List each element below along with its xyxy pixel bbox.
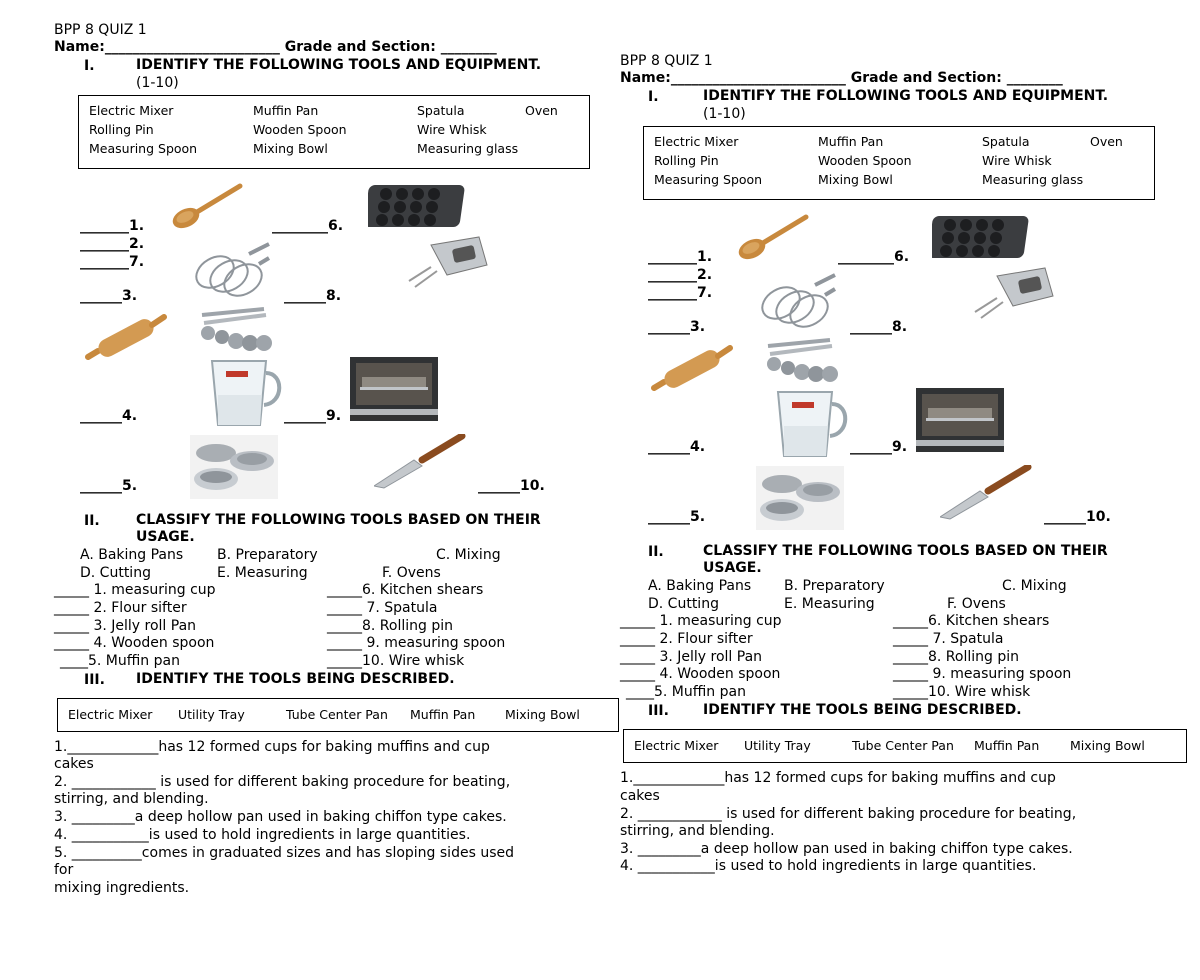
describe-line: stirring, and blending. — [54, 791, 209, 807]
describe-line: cakes — [54, 756, 94, 772]
choice: Wooden Spoon — [818, 153, 912, 168]
category-b: B. Preparatory — [784, 578, 885, 594]
classify-item[interactable]: _____6. Kitchen shears — [327, 582, 484, 598]
quiz-title: BPP 8 QUIZ 1 — [620, 53, 713, 69]
choice: Muffin Pan — [410, 707, 476, 722]
quiz-page-right — [620, 53, 1190, 980]
part1-roman: I. — [648, 89, 659, 105]
measuring-spoons-picture — [192, 307, 272, 353]
answer-blank-5[interactable]: ______5. — [648, 509, 706, 525]
classify-item[interactable]: _____ 2. Flour sifter — [54, 600, 187, 616]
category-f: F. Ovens — [382, 565, 441, 581]
choice: Wire Whisk — [417, 122, 487, 137]
answer-blank-9[interactable]: ______9. — [850, 439, 908, 455]
choice: Utility Tray — [178, 707, 245, 722]
describe-line[interactable]: 1._____________has 12 formed cups for baking muffins and cup — [620, 770, 1056, 786]
electric-mixer-picture — [967, 266, 1057, 322]
measuring-spoons-picture — [758, 338, 838, 384]
choice: Mixing Bowl — [818, 172, 893, 187]
part2-title-line2: USAGE. — [703, 560, 762, 576]
part1-roman: I. — [84, 58, 95, 74]
choice: Utility Tray — [744, 738, 811, 753]
name-grade-row — [620, 70, 1063, 87]
part1-title: IDENTIFY THE FOLLOWING TOOLS AND EQUIPMENT. — [136, 57, 542, 73]
choice: Measuring glass — [982, 172, 1084, 187]
answer-blank-1[interactable]: _______1. — [648, 249, 713, 265]
wooden-spoon-picture — [730, 213, 810, 263]
choice: Rolling Pin — [89, 122, 154, 137]
describe-line[interactable]: 2. ____________ is used for different baking procedure for beating, — [54, 774, 511, 790]
classify-item[interactable]: _____ 1. measuring cup — [54, 582, 216, 598]
choice: Muffin Pan — [974, 738, 1040, 753]
answer-blank-7[interactable]: _______7. — [80, 254, 145, 270]
part3-title: IDENTIFY THE TOOLS BEING DESCRIBED. — [703, 702, 1022, 718]
choice: Oven — [525, 103, 558, 118]
spatula-picture — [940, 465, 1032, 523]
answer-blank-6[interactable]: ________6. — [838, 249, 910, 265]
classify-item[interactable]: _____10. Wire whisk — [327, 653, 465, 669]
describe-line[interactable]: 1._____________has 12 formed cups for baking muffins and cup — [54, 739, 490, 755]
measuring-glass-picture — [192, 355, 284, 429]
wire-whisk-picture — [755, 273, 839, 333]
category-d: D. Cutting — [80, 565, 151, 581]
choice: Measuring glass — [417, 141, 519, 156]
part3-roman: III. — [84, 672, 105, 688]
answer-blank-8[interactable]: ______8. — [284, 288, 342, 304]
part2-title-line1: CLASSIFY THE FOLLOWING TOOLS BASED ON THEIR — [703, 543, 1108, 559]
classify-item[interactable]: _____ 3. Jelly roll Pan — [620, 649, 763, 665]
classify-item[interactable]: _____ 7. Spatula — [327, 600, 438, 616]
describe-line: for — [54, 862, 74, 878]
describe-line: cakes — [620, 788, 660, 804]
classify-item[interactable]: _____8. Rolling pin — [327, 618, 453, 634]
classify-item[interactable]: _____6. Kitchen shears — [893, 613, 1050, 629]
rolling-pin-picture — [648, 338, 736, 394]
describe-line: stirring, and blending. — [620, 823, 775, 839]
part2-roman: II. — [84, 513, 100, 529]
answer-blank-8[interactable]: ______8. — [850, 319, 908, 335]
part3-roman: III. — [648, 703, 669, 719]
grade-label: Grade and Section: — [284, 39, 436, 55]
classify-item[interactable]: _____ 1. measuring cup — [620, 613, 782, 629]
quiz-title: BPP 8 QUIZ 1 — [54, 22, 147, 38]
answer-blank-3[interactable]: ______3. — [648, 319, 706, 335]
name-label: Name: — [620, 70, 671, 86]
part1-choices-box — [78, 95, 590, 169]
grade-line[interactable]: ________ — [1006, 70, 1063, 86]
answer-blank-10[interactable]: ______10. — [1044, 509, 1111, 525]
choice: Measuring Spoon — [89, 141, 198, 156]
describe-line[interactable]: 3. _________a deep hollow pan used in baking chiffon type cakes. — [620, 841, 1073, 857]
category-a: A. Baking Pans — [80, 547, 184, 563]
category-e: E. Measuring — [217, 565, 308, 581]
quiz-page-left — [54, 22, 624, 949]
part1-range: (1-10) — [703, 106, 746, 122]
grade-line[interactable]: ________ — [440, 39, 497, 55]
choice: Measuring Spoon — [654, 172, 763, 187]
answer-blank-6[interactable]: ________6. — [272, 218, 344, 234]
choice: Electric Mixer — [634, 738, 719, 753]
answer-blank-4[interactable]: ______4. — [648, 439, 706, 455]
choice: Electric Mixer — [89, 103, 174, 118]
electric-mixer-picture — [401, 235, 491, 291]
choice: Electric Mixer — [68, 707, 153, 722]
choice: Electric Mixer — [654, 134, 739, 149]
answer-blank-5[interactable]: ______5. — [80, 478, 138, 494]
part2-title-line1: CLASSIFY THE FOLLOWING TOOLS BASED ON THEIR — [136, 512, 541, 528]
classify-item[interactable]: ____5. Muffin pan — [626, 684, 746, 700]
classify-item[interactable]: _____ 9. measuring spoon — [327, 635, 506, 651]
choice: Wooden Spoon — [253, 122, 347, 137]
answer-blank-2[interactable]: _______2. — [648, 267, 713, 283]
choice: Oven — [1090, 134, 1123, 149]
category-d: D. Cutting — [648, 596, 719, 612]
part1-title: IDENTIFY THE FOLLOWING TOOLS AND EQUIPMENT. — [703, 88, 1109, 104]
describe-line[interactable]: 3. _________a deep hollow pan used in baking chiffon type cakes. — [54, 809, 507, 825]
answer-blank-9[interactable]: ______9. — [284, 408, 342, 424]
category-c: C. Mixing — [436, 547, 501, 563]
part1-range: (1-10) — [136, 75, 179, 91]
choice: Wire Whisk — [982, 153, 1052, 168]
choice: Rolling Pin — [654, 153, 719, 168]
oven-picture — [916, 388, 1004, 452]
choice: Tube Center Pan — [852, 738, 954, 753]
wire-whisk-picture — [189, 242, 273, 302]
category-f: F. Ovens — [947, 596, 1006, 612]
measuring-glass-picture — [758, 386, 850, 460]
category-e: E. Measuring — [784, 596, 875, 612]
category-c: C. Mixing — [1002, 578, 1067, 594]
choice: Mixing Bowl — [505, 707, 580, 722]
choice: Spatula — [417, 103, 465, 118]
classify-item[interactable]: _____ 2. Flour sifter — [620, 631, 753, 647]
muffin-pan-picture — [368, 179, 468, 231]
name-line[interactable]: _________________________ — [670, 70, 846, 86]
grade-label: Grade and Section: — [850, 70, 1002, 86]
describe-line[interactable]: 2. ____________ is used for different baking procedure for beating, — [620, 806, 1077, 822]
classify-item[interactable]: _____ 4. Wooden spoon — [620, 666, 781, 682]
name-label: Name: — [54, 39, 105, 55]
part3-choices-box — [57, 698, 619, 732]
spatula-picture — [374, 434, 466, 492]
category-a: A. Baking Pans — [648, 578, 752, 594]
answer-blank-2[interactable]: _______2. — [80, 236, 145, 252]
classify-item[interactable]: ____5. Muffin pan — [60, 653, 180, 669]
describe-line[interactable]: 4. ___________is used to hold ingredients in large quantities. — [620, 858, 1037, 874]
category-b: B. Preparatory — [217, 547, 318, 563]
describe-line[interactable]: 5. __________comes in graduated sizes and has sloping sides used — [54, 845, 514, 861]
part1-choices-box — [643, 126, 1155, 200]
part2-roman: II. — [648, 544, 664, 560]
classify-item[interactable]: _____ 9. measuring spoon — [893, 666, 1072, 682]
answer-blank-3[interactable]: ______3. — [80, 288, 138, 304]
choice: Spatula — [982, 134, 1030, 149]
rolling-pin-picture — [82, 307, 170, 363]
oven-picture — [350, 357, 438, 421]
mixing-bowls-picture — [190, 435, 278, 499]
classify-item[interactable]: _____ 7. Spatula — [893, 631, 1004, 647]
answer-blank-4[interactable]: ______4. — [80, 408, 138, 424]
choice: Muffin Pan — [818, 134, 884, 149]
answer-blank-7[interactable]: _______7. — [648, 285, 713, 301]
classify-item[interactable]: _____ 3. Jelly roll Pan — [54, 618, 197, 634]
part3-choices-box — [623, 729, 1187, 763]
wooden-spoon-picture — [164, 182, 244, 232]
answer-blank-1[interactable]: _______1. — [80, 218, 145, 234]
muffin-pan-picture — [932, 210, 1032, 262]
choice: Mixing Bowl — [1070, 738, 1145, 753]
mixing-bowls-picture — [756, 466, 844, 530]
part3-title: IDENTIFY THE TOOLS BEING DESCRIBED. — [136, 671, 455, 687]
answer-blank-10[interactable]: ______10. — [478, 478, 545, 494]
name-line[interactable]: _________________________ — [104, 39, 280, 55]
part2-title-line2: USAGE. — [136, 529, 195, 545]
choice: Mixing Bowl — [253, 141, 328, 156]
describe-line: mixing ingredients. — [54, 880, 190, 896]
name-grade-row — [54, 39, 497, 56]
describe-line[interactable]: 4. ___________is used to hold ingredients in large quantities. — [54, 827, 471, 843]
choice: Muffin Pan — [253, 103, 319, 118]
classify-item[interactable]: _____10. Wire whisk — [893, 684, 1031, 700]
classify-item[interactable]: _____8. Rolling pin — [893, 649, 1019, 665]
classify-item[interactable]: _____ 4. Wooden spoon — [54, 635, 215, 651]
choice: Tube Center Pan — [286, 707, 388, 722]
